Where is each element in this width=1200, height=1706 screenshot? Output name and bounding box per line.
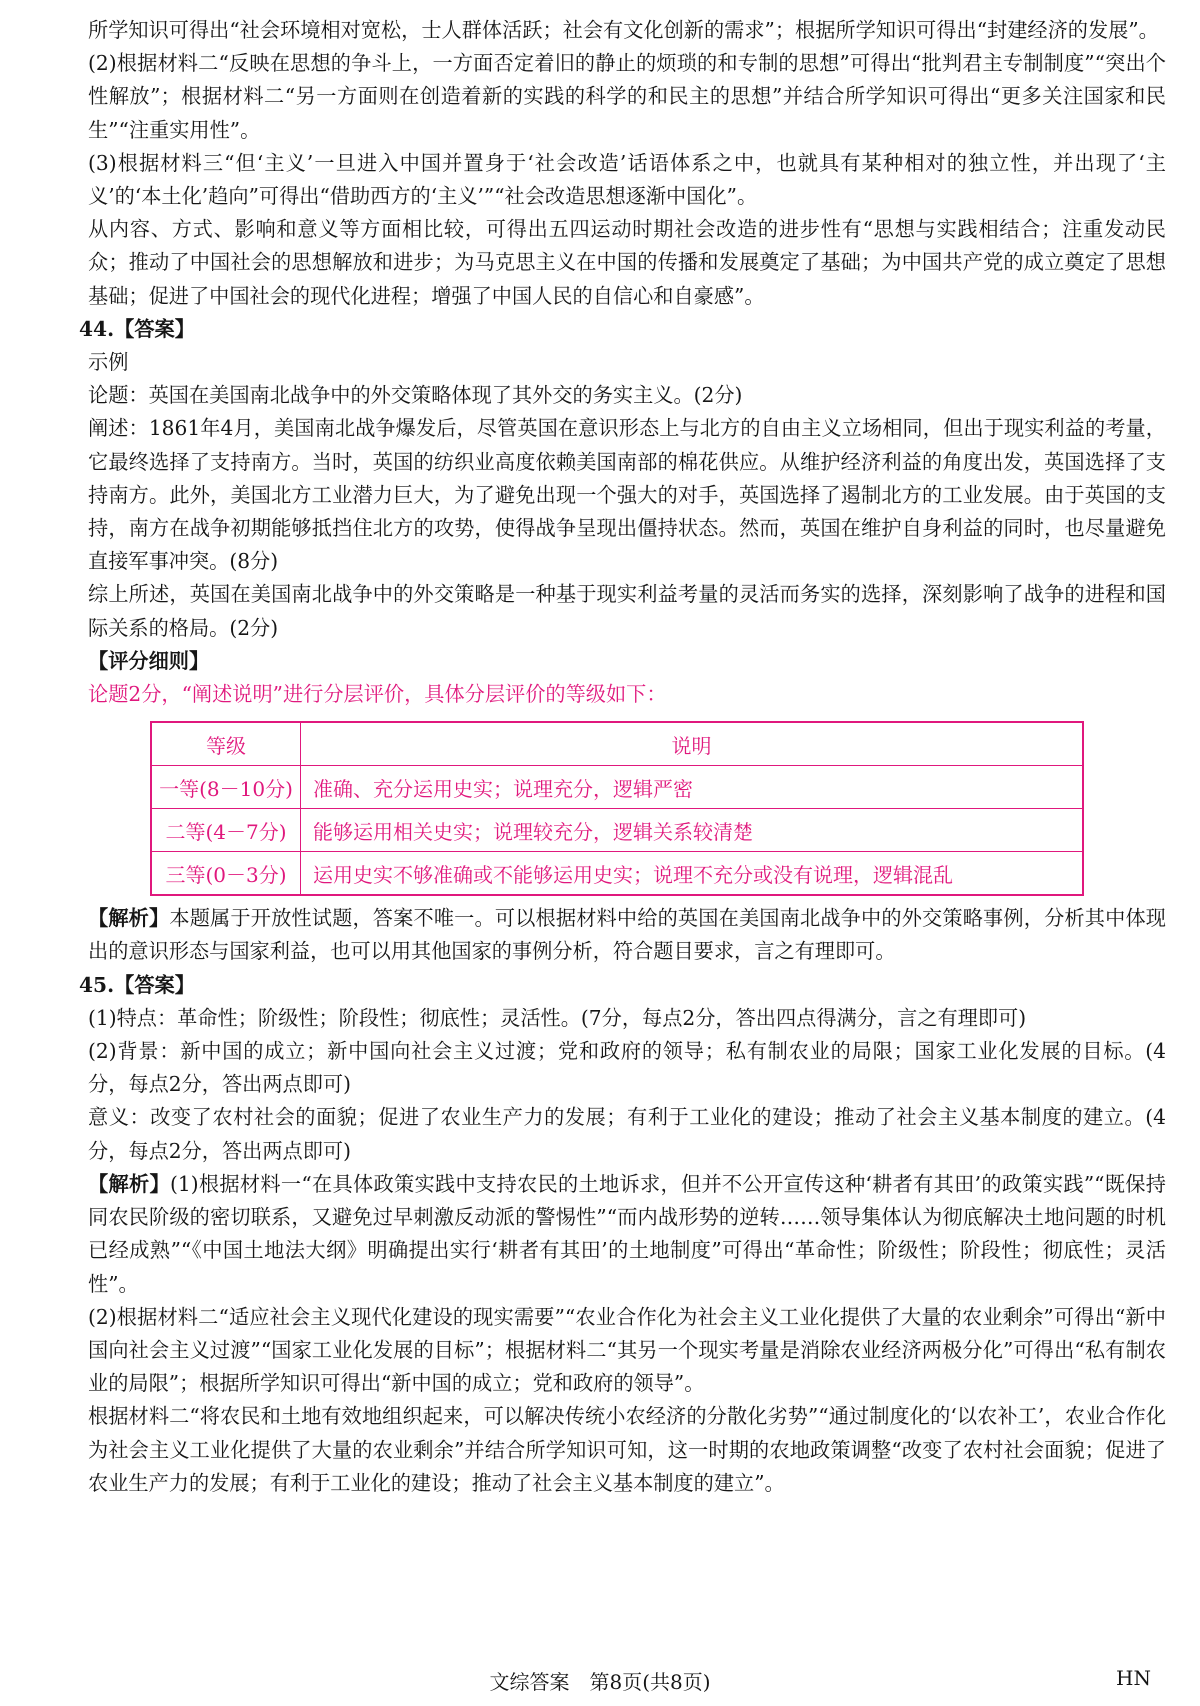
q44-answer-header: 【答案】 [114, 316, 195, 341]
grading-level-cell: 二等(4－7分) [151, 809, 301, 852]
grading-table-header-row [151, 722, 1083, 766]
grading-table-row [151, 766, 1083, 809]
paragraph-prev-q1-tail: 所学知识可得出“社会环境相对宽松，士人群体活跃；社会有文化创新的需求”；根据所学知识可得出“封建经济的发展”。 [88, 18, 1159, 42]
q45-answer-header: 【答案】 [114, 972, 195, 997]
q45-analysis-text-1: (1)根据材料一“在具体政策实践中支持农民的土地诉求，但并不公开宣传这种‘耕者有其田’的政策实践”“既保持同农民阶级的密切联系，又避免过早刺激反动派的警惕性”“而内战形势的逆转……领导集体认为彻底解决土地问题的时机已经成熟”“《中国土地法大纲》明确提出实行‘耕者有其田’的土地制度”可得出“革命性；阶级性；阶段性；彻底性；灵活性”。 [88, 1171, 1166, 1296]
q44-rubric-header: 【评分细则】 [88, 648, 210, 673]
grading-header-description: 说明 [301, 722, 1084, 766]
grading-description-cell: 能够运用相关史实；说理较充分，逻辑关系较清楚 [301, 809, 1084, 852]
q44-heading [79, 313, 1166, 346]
q45-answer-3: 意义：改变了农村社会的面貌；促进了农业生产力的发展；有利于工业化的建设；推动了社会主义基本制度的建立。(4分，每点2分，答出两点即可) [88, 1105, 1166, 1163]
footer-region-code: HN [1116, 1666, 1151, 1690]
q45-analysis-1 [88, 1168, 1166, 1301]
q44-example-label: 示例 [88, 350, 129, 375]
paragraph-prev-q3: (3)根据材料三“但‘主义’一旦进入中国并置身于‘社会改造’话语体系之中，也就具有某种相对的独立性，并出现了‘主义’的‘本土化’趋向”可得出“借助西方的‘主义’”“社会改造思想逐渐中国化”。 [88, 150, 1166, 209]
q44-number: 44. [79, 316, 115, 341]
q44-analysis-text: 本题属于开放性试题，答案不唯一。可以根据材料中给的英国在美国南北战争中的外交策略事例，分析其中体现出的意识形态与国家利益，也可以用其他国家的事例分析，符合题目要求，言之有理即可。 [88, 906, 1166, 964]
q44-rubric-intro: 论题2分，“阐述说明”进行分层评价，具体分层评价的等级如下： [88, 682, 667, 707]
q45-answer-1: (1)特点：革命性；阶级性；阶段性；彻底性；灵活性。(7分，每点2分，答出四点得满分，言之有理即可) [88, 1005, 1027, 1030]
q44-thesis: 论题：英国在美国南北战争中的外交策略体现了其外交的务实主义。(2分) [88, 383, 743, 408]
q45-analysis-3: 根据材料二“将农民和土地有效地组织起来，可以解决传统小农经济的分散化劣势”“通过制度化的‘以农补工’，农业合作化为社会主义工业化提供了大量的农业剩余”并结合所学知识可知，这一时期的农地政策调整“改变了农村社会面貌；促进了农业生产力的发展；有利于工业化的建设；推动了社会主义基本制度的建立”。 [88, 1404, 1166, 1495]
q45-answer-2: (2)背景：新中国的成立；新中国向社会主义过渡；党和政府的领导；私有制农业的局限；国家工业化发展的目标。(4分，每点2分，答出两点即可) [88, 1039, 1166, 1097]
q45-number: 45. [79, 972, 115, 997]
paragraph-prev-q2: (2)根据材料二“反映在思想的争斗上，一方面否定着旧的静止的烦琐的和专制的思想”可得出“批判君主专制制度”“突出个性解放”；根据材料二“另一方面则在创造着新的实践的科学的和民主的思想”并结合所学知识可得出“更多关注国家和民生”“注重实用性”。 [88, 51, 1166, 142]
grading-description-cell: 运用史实不够准确或不能够运用史实；说理不充分或没有说理，逻辑混乱 [301, 852, 1084, 896]
grading-table [150, 721, 1084, 896]
q45-heading [79, 969, 1166, 1002]
grading-header-level: 等级 [151, 722, 301, 766]
grading-table-row [151, 852, 1083, 896]
q45-analysis-2: (2)根据材料二“适应社会主义现代化建设的现实需要”“农业合作化为社会主义工业化提供了大量的农业剩余”可得出“新中国向社会主义过渡”“国家工业化发展的目标”；根据材料二“其另一个现实考量是消除农业经济两极分化”可得出“私有制农业的局限”；根据所学知识可得出“新中国的成立；党和政府的领导”。 [88, 1304, 1166, 1396]
q45-analysis-header: 【解析】 [88, 1171, 170, 1196]
paragraph-prev-summary: 从内容、方式、影响和意义等方面相比较，可得出五四运动时期社会改造的进步性有“思想与实践相结合；注重发动民众；推动了中国社会的思想解放和进步；为马克思主义在中国的传播和发展奠定了基础；为中国共产党的成立奠定了思想基础；促进了中国社会的现代化进程；增强了中国人民的自信心和自豪感”。 [88, 217, 1166, 308]
page-content [79, 14, 1166, 1500]
q44-elaboration: 阐述：1861年4月，美国南北战争爆发后，尽管英国在意识形态上与北方的自由主义立场相同，但出于现实利益的考量，它最终选择了支持南方。当时，英国的纺织业高度依赖美国南部的棉花供应。从维护经济利益的角度出发，英国选择了支持南方。此外，美国北方工业潜力巨大，为了避免出现一个强大的对手，英国选择了遏制北方的工业发展。由于英国的支持，南方在战争初期能够抵挡住北方的攻势，使得战争呈现出僵持状态。然而，英国在维护自身利益的同时，也尽量避免直接军事冲突。(8分) [88, 416, 1166, 574]
q44-conclusion: 综上所述，英国在美国南北战争中的外交策略是一种基于现实利益考量的灵活而务实的选择，深刻影响了战争的进程和国际关系的格局。(2分) [88, 582, 1166, 640]
grading-level-cell: 一等(8－10分) [151, 766, 301, 809]
q44-analysis [88, 902, 1166, 968]
grading-description-cell: 准确、充分运用史实；说理充分，逻辑严密 [301, 766, 1084, 809]
footer-page-label: 文综答案 第8页(共8页) [489, 1670, 711, 1694]
grading-table-row [151, 809, 1083, 852]
grading-level-cell: 三等(0－3分) [151, 852, 301, 896]
q44-analysis-header: 【解析】 [88, 906, 170, 931]
